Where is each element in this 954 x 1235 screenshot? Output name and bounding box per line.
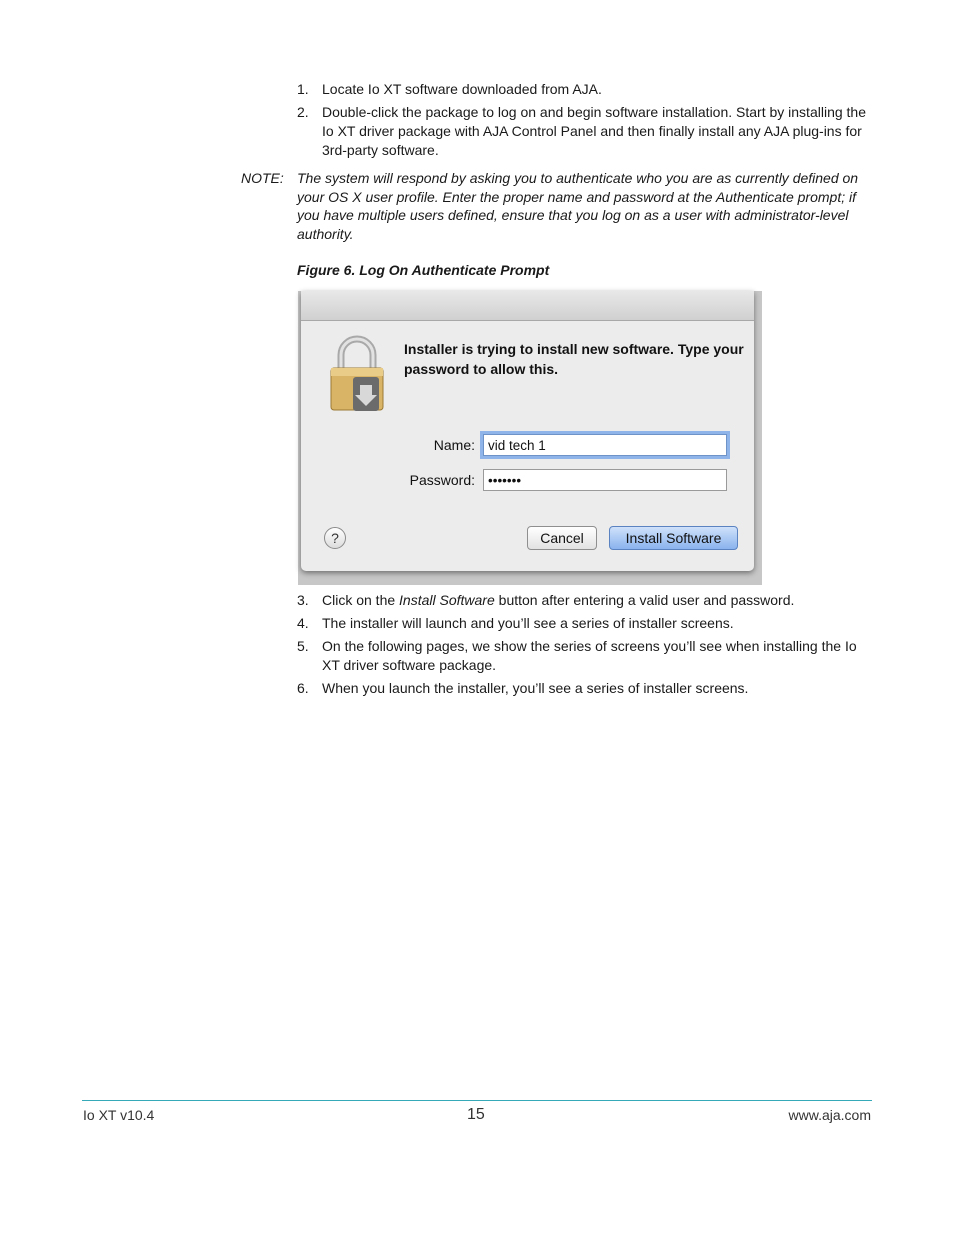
- help-button[interactable]: ?: [324, 527, 346, 549]
- note-block: [241, 169, 861, 243]
- footer-website[interactable]: www.aja.com: [788, 1107, 871, 1123]
- step-number: 2.: [297, 104, 309, 120]
- authenticate-screenshot: [298, 291, 762, 585]
- page-number: 15: [467, 1106, 485, 1123]
- step-text: Locate Io XT software downloaded from AJA.: [322, 81, 602, 97]
- dialog-message: Installer is trying to install new software. Type your password to allow this.: [404, 341, 744, 377]
- list-item: [297, 80, 877, 99]
- list-item: [297, 637, 877, 675]
- step-text: When you launch the installer, you’ll see a series of installer screens.: [322, 680, 749, 696]
- steps-list-bottom: [297, 591, 877, 702]
- step-number: 5.: [297, 638, 309, 654]
- figure-caption: Figure 6. Log On Authenticate Prompt: [297, 262, 550, 278]
- list-item: [297, 614, 877, 633]
- dialog-titlebar: [301, 291, 754, 321]
- install-software-reference: Install Software: [399, 592, 495, 608]
- step-text-part: button after entering a valid user and password.: [494, 592, 795, 608]
- step-text: [322, 592, 794, 608]
- step-number: 6.: [297, 680, 309, 696]
- list-item: [297, 103, 877, 160]
- password-field[interactable]: •••••••: [483, 469, 727, 491]
- note-text: The system will respond by asking you to authenticate who you are as currently defined on your OS X user profile. Enter the proper name and password at the Authenticate prompt; if you have multiple users defined, ensure that you log on as a user with administrator-level authority.: [297, 170, 859, 242]
- name-field[interactable]: vid tech 1: [483, 434, 727, 456]
- cancel-button[interactable]: Cancel: [527, 526, 597, 550]
- note-label: NOTE:: [241, 170, 284, 186]
- lock-icon: [329, 335, 385, 413]
- step-text: On the following pages, we show the series of screens you’ll see when installing the Io XT driver software package.: [322, 638, 857, 673]
- password-label: Password:: [409, 472, 475, 488]
- step-text: The installer will launch and you’ll see a series of installer screens.: [322, 615, 734, 631]
- step-text-part: Click on the: [322, 592, 400, 608]
- name-label: Name:: [433, 437, 475, 453]
- footer-product: Io XT v10.4: [83, 1107, 155, 1123]
- authenticate-dialog: [301, 291, 754, 571]
- install-software-button[interactable]: Install Software: [609, 526, 738, 550]
- footer-divider: [82, 1100, 872, 1101]
- list-item: [297, 679, 877, 698]
- step-text: Double-click the package to log on and begin software installation. Start by installing the Io XT driver package with AJA Control Panel and then finally install any AJA plug-ins for 3rd-party software.: [322, 104, 866, 158]
- list-item: [297, 591, 877, 610]
- step-number: 3.: [297, 592, 309, 608]
- steps-list-top: [297, 80, 877, 164]
- step-number: 1.: [297, 81, 309, 97]
- step-number: 4.: [297, 615, 309, 631]
